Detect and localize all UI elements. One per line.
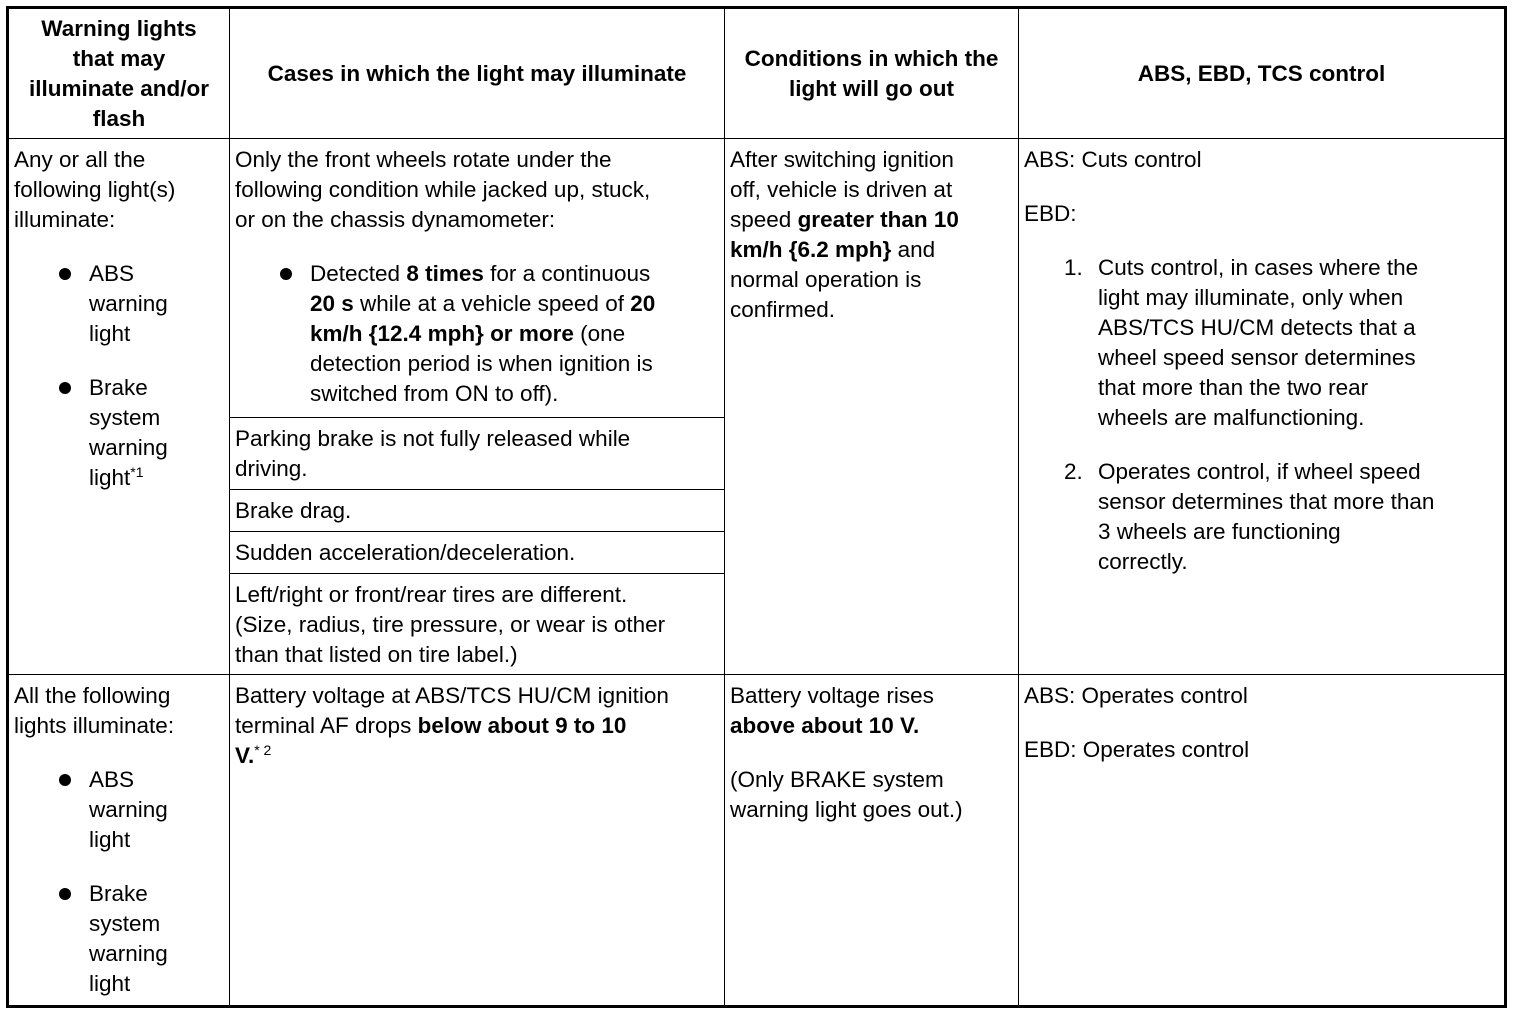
- text-line: [730, 711, 1012, 741]
- list-item: [14, 259, 223, 349]
- text-line: EBD: Operates control: [1024, 737, 1250, 762]
- text-line: sensor determines that more than: [1098, 489, 1435, 514]
- text-line: Parking brake is not fully released while: [235, 426, 631, 451]
- text-span: above about 10 V.: [730, 713, 920, 738]
- text-line: After switching ignition: [730, 147, 954, 172]
- list-item: [14, 373, 223, 493]
- text-line: switched from ON to off).: [310, 381, 559, 406]
- text-line: warning light goes out.): [730, 797, 963, 822]
- text-line: Brake: [89, 375, 148, 400]
- text-span: 20: [630, 291, 656, 316]
- text-line: illuminate:: [14, 207, 116, 232]
- text-line: system: [89, 405, 161, 430]
- header-goes-out: [725, 9, 1018, 138]
- row2-warning-lights: [9, 675, 229, 999]
- row1-case-1: [230, 139, 724, 409]
- header-control: [1019, 9, 1504, 138]
- text-line: Brake: [89, 881, 148, 906]
- text-line: [310, 259, 718, 289]
- list-item: [1024, 457, 1498, 577]
- text-line: following light(s): [14, 177, 176, 202]
- list-item: [235, 259, 718, 409]
- list-item: [14, 765, 223, 855]
- text-line: Battery voltage rises: [730, 683, 934, 708]
- text-line: than that listed on tire label.): [235, 642, 518, 667]
- footnote-ref: *1: [130, 464, 144, 480]
- text-line: that more than the two rear: [1098, 375, 1369, 400]
- row1-warning-lights: [9, 139, 229, 493]
- bullet-icon: [59, 888, 71, 900]
- item-number: 2.: [1064, 459, 1083, 484]
- text-line: [89, 463, 223, 493]
- row1-case-2: [230, 418, 724, 484]
- row2-case: [230, 675, 724, 771]
- text-line: ABS: [89, 261, 135, 286]
- text-line: [730, 235, 1012, 265]
- header-line: flash: [92, 105, 146, 131]
- text-span: km/h {12.4 mph} or more: [310, 321, 574, 346]
- text-span: light: [89, 465, 131, 490]
- text-span: below about 9 to 10: [417, 713, 627, 738]
- text-line: All the following: [14, 683, 171, 708]
- text-span: while at a vehicle speed of: [353, 291, 631, 316]
- bullet-icon: [280, 268, 292, 280]
- text-span: Detected: [310, 261, 407, 286]
- text-line: [310, 289, 718, 319]
- text-line: wheels are malfunctioning.: [1098, 405, 1365, 430]
- list-item: [14, 879, 223, 999]
- header-line: Warning lights: [41, 15, 197, 41]
- header-warning-lights: [9, 9, 229, 138]
- text-line: 3 wheels are functioning: [1098, 519, 1341, 544]
- text-line: (Size, radius, tire pressure, or wear is other: [235, 612, 666, 637]
- header-line: that may: [72, 45, 166, 71]
- text-line: off, vehicle is driven at: [730, 177, 953, 202]
- row1-case-5: [230, 574, 724, 670]
- header-line: ABS, EBD, TCS control: [1137, 60, 1386, 86]
- text-line: ABS: [89, 767, 135, 792]
- text-span: V.: [235, 743, 255, 768]
- text-line: warning: [89, 797, 168, 822]
- text-line: system: [89, 911, 161, 936]
- text-line: Battery voltage at ABS/TCS HU/CM ignition: [235, 683, 669, 708]
- text-span: and: [891, 237, 936, 262]
- bullet-icon: [59, 382, 71, 394]
- text-line: correctly.: [1098, 549, 1188, 574]
- text-line: Any or all the: [14, 147, 146, 172]
- row1-case-3: [230, 490, 724, 526]
- text-line: light may illuminate, only when: [1098, 285, 1404, 310]
- list-item: [1024, 253, 1498, 433]
- text-line: [730, 205, 1012, 235]
- text-line: Operates control, if wheel speed: [1098, 459, 1421, 484]
- text-span: 8 times: [406, 261, 484, 286]
- text-line: normal operation is: [730, 267, 922, 292]
- text-span: km/h {6.2 mph}: [730, 237, 892, 262]
- text-line: (Only BRAKE system: [730, 767, 944, 792]
- text-line: light: [89, 827, 131, 852]
- text-line: wheel speed sensor determines: [1098, 345, 1416, 370]
- text-line: ABS: Cuts control: [1024, 147, 1202, 172]
- text-line: EBD:: [1024, 201, 1077, 226]
- header-line: light will go out: [789, 75, 954, 101]
- text-span: for a continuous: [483, 261, 651, 286]
- text-line: warning: [89, 291, 168, 316]
- text-line: Brake drag.: [235, 498, 352, 523]
- text-line: light: [89, 321, 131, 346]
- header-line: illuminate and/or: [28, 75, 210, 101]
- text-line: [235, 711, 718, 741]
- bullet-icon: [59, 774, 71, 786]
- text-line: detection period is when ignition is: [310, 351, 653, 376]
- text-span: terminal AF drops: [235, 713, 418, 738]
- text-line: [235, 741, 718, 771]
- text-span: speed: [730, 207, 798, 232]
- text-line: Sudden acceleration/deceleration.: [235, 540, 576, 565]
- row2-control: [1019, 675, 1504, 765]
- item-number: 1.: [1064, 255, 1083, 280]
- text-line: light: [89, 971, 131, 996]
- row1-control: [1019, 139, 1504, 577]
- text-span: (one: [573, 321, 626, 346]
- text-line: or on the chassis dynamometer:: [235, 207, 556, 232]
- text-line: lights illuminate:: [14, 713, 175, 738]
- footnote-ref: * 2: [254, 742, 272, 758]
- header-cases: [230, 9, 724, 138]
- text-span: greater than 10: [797, 207, 959, 232]
- row2-goes-out: [725, 675, 1018, 825]
- text-span: 20 s: [310, 291, 354, 316]
- row1-goes-out: [725, 139, 1018, 325]
- text-line: ABS: Operates control: [1024, 683, 1248, 708]
- text-line: Cuts control, in cases where the: [1098, 255, 1419, 280]
- text-line: following condition while jacked up, stuck,: [235, 177, 651, 202]
- header-line: Conditions in which the: [744, 45, 999, 71]
- row1-case-4: [230, 532, 724, 568]
- bullet-icon: [59, 268, 71, 280]
- text-line: Only the front wheels rotate under the: [235, 147, 612, 172]
- text-line: confirmed.: [730, 297, 836, 322]
- text-line: [310, 319, 718, 349]
- text-line: driving.: [235, 456, 308, 481]
- text-line: warning: [89, 941, 168, 966]
- text-line: Left/right or front/rear tires are different.: [235, 582, 628, 607]
- text-line: warning: [89, 435, 168, 460]
- diagnosis-table: [6, 6, 1507, 1008]
- text-line: ABS/TCS HU/CM detects that a: [1098, 315, 1416, 340]
- header-line: Cases in which the light may illuminate: [267, 60, 687, 86]
